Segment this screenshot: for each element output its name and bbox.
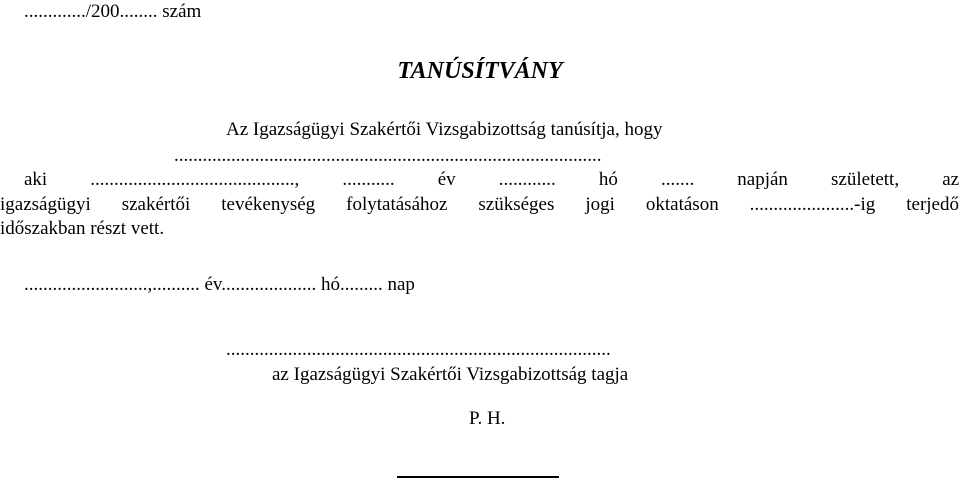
intro-line: Az Igazságügyi Szakértői Vizsgabizottság tanúsítja, hogy (226, 119, 663, 140)
horizontal-rule (397, 476, 559, 478)
date-line: ..........................,.......... év.................... hó......... nap (24, 274, 415, 295)
body-line-3: időszakban részt vett. (0, 218, 165, 239)
signature-role: az Igazságügyi Szakértői Vizsgabizottság tagja (272, 364, 629, 385)
body-line-2-text: igazságügyi szakértői tevékenység folytatásához szükséges jogi oktatáson ......................-ig terjedő (0, 194, 959, 215)
body-line-1-ho: ............ hó (498, 169, 618, 190)
body-line-2 (0, 193, 959, 217)
reference-number-line: ............./200........ szám (24, 1, 202, 22)
name-placeholder-dots: .......................................................................................... (174, 145, 602, 166)
document-title-text: TANÚSÍTVÁNY (397, 58, 563, 84)
body-line-1-az: az (942, 169, 960, 190)
body-line-1-napjan: ....... napján (660, 169, 788, 190)
stamp-placeholder: P. H. (469, 408, 506, 429)
body-line-1-szuletett: született, (831, 169, 900, 190)
body-line-1-aki: aki ..........................................., (24, 169, 300, 190)
document-title (0, 56, 960, 86)
body-line-1 (24, 168, 959, 192)
signature-placeholder-dots: ................................................................................. (226, 339, 611, 360)
body-line-1-ev: ........... év (342, 169, 456, 190)
